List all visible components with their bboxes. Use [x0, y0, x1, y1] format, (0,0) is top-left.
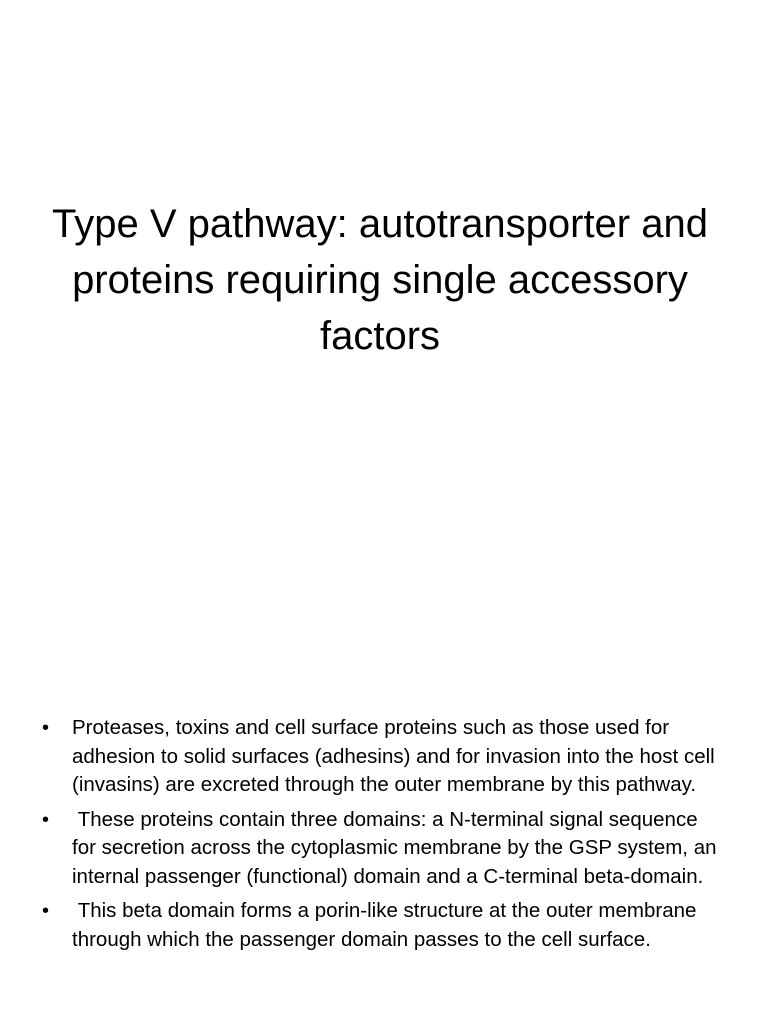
bullet-item [40, 897, 720, 954]
bullet-item [40, 806, 723, 892]
bullet-text: This beta domain forms a porin-like structure at the outer membrane through which the passenger domain passes to the cell surface. [72, 899, 703, 951]
bullet-marker: • [42, 717, 50, 739]
slide-title: Type V pathway: autotransporter and proteins requiring single accessory factors [52, 202, 708, 358]
bullet-list [40, 714, 723, 960]
bullet-marker: • [42, 900, 50, 922]
bullet-text: Proteases, toxins and cell surface proteins such as those used for adhesion to solid surfaces (adhesins) and for invasion into the host cell (invasins) are excreted through the outer membrane by this pathway. [72, 716, 715, 796]
bullet-text: These proteins contain three domains: a N-terminal signal sequence for secretion across the cytoplasmic membrane by the GSP system, an internal passenger (functional) domain and a C-terminal beta-domain. [72, 807, 723, 888]
bullet-item [40, 714, 720, 800]
bullet-marker: • [42, 808, 50, 831]
